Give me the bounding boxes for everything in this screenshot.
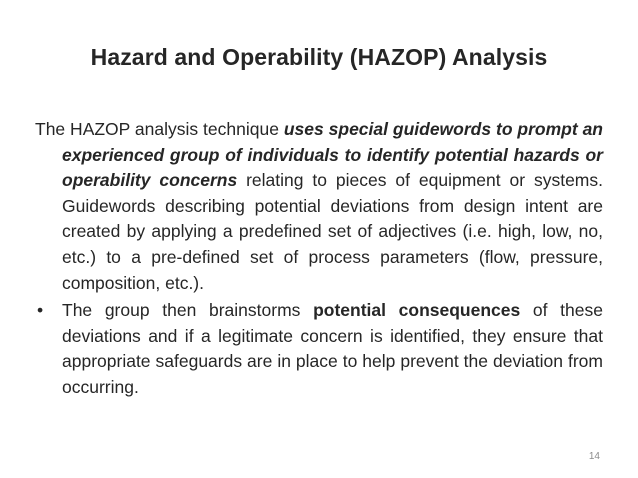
bullet-lead-text: The group then brainstorms [62, 300, 314, 321]
intro-paragraph [35, 117, 603, 296]
bullet-rest-text: of these deviations and if a legitimate concern is identified, they ensure that appropriate safeguards are in place to help prevent the deviation from occurring. [62, 300, 603, 397]
bullet-emphasis-text: potential consequences [313, 300, 521, 321]
slide-body [35, 117, 603, 401]
intro-rest-text: relating to pieces of equipment or systems. Guidewords describing potential deviations from design intent are created by applying a predefined set of adjectives (i.e. high, low, no, etc.) to a pre-defined set of process parameters (flow, pressure, composition, etc.). [62, 170, 603, 293]
page-number: 14 [588, 451, 600, 462]
bullet-item [35, 298, 603, 400]
slide-title: Hazard and Operability (HAZOP) Analysis [90, 44, 548, 70]
intro-lead-text: The HAZOP analysis technique [35, 119, 284, 139]
bullet-icon: • [37, 300, 44, 321]
intro-emphasis-text: uses special guidewords to prompt an experienced group of individuals to identify potential hazards or operability concerns [62, 119, 603, 191]
